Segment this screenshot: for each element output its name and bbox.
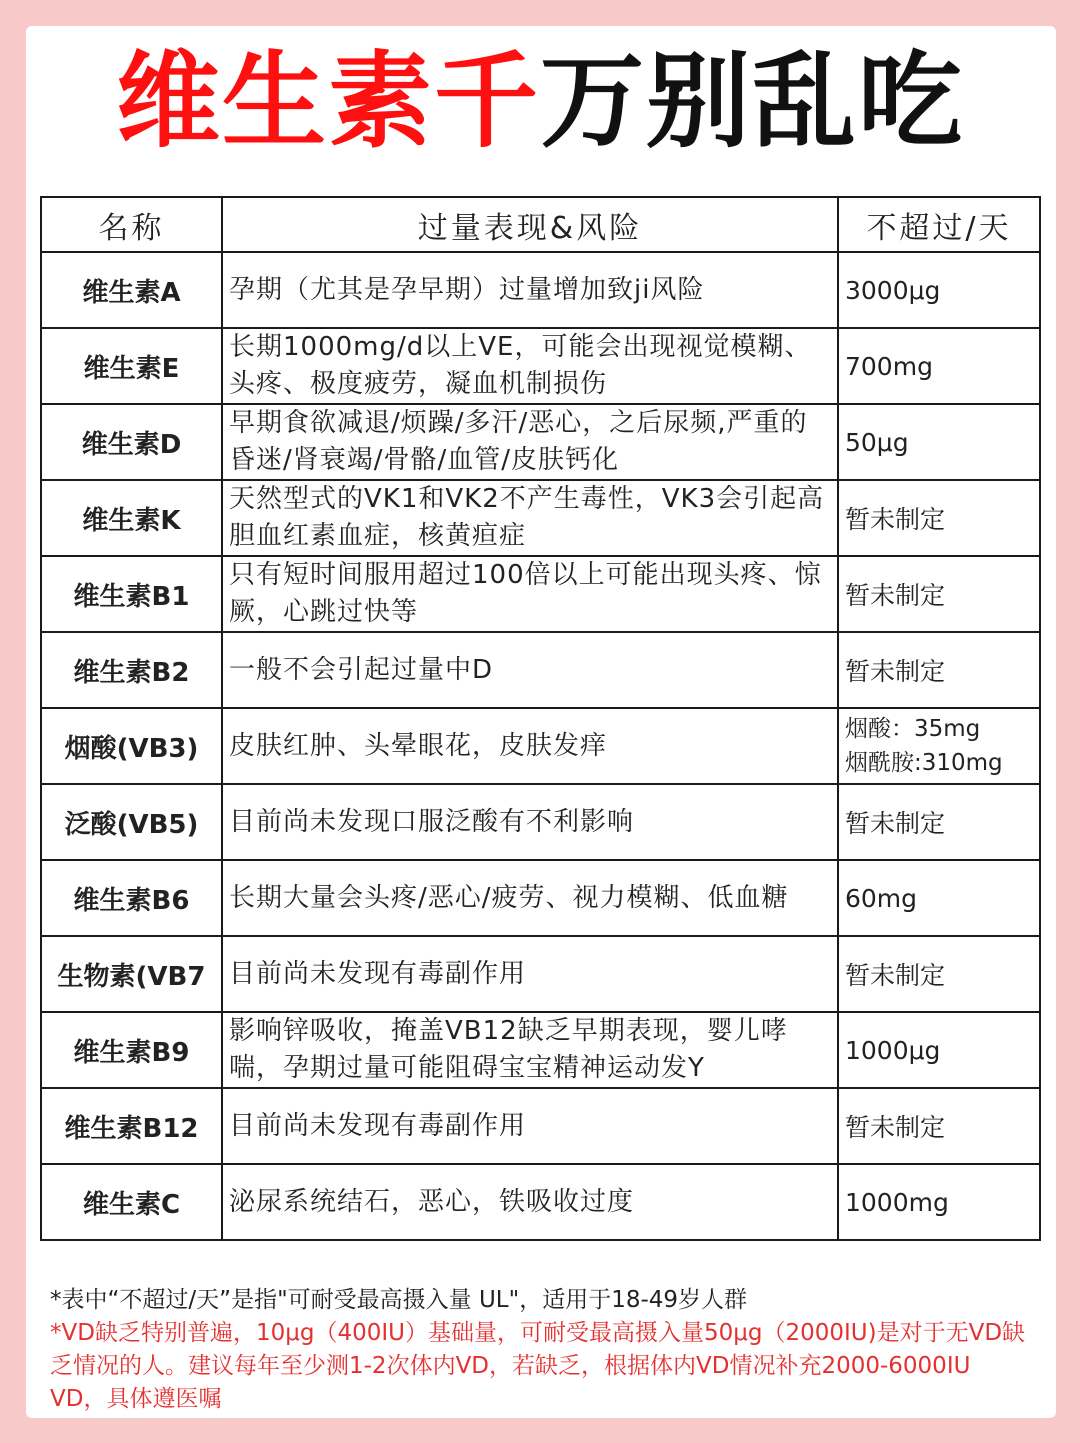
header-risk: 过量表现&风险 [222, 197, 838, 252]
daily-limit: 暂未制定 [838, 556, 1040, 632]
table-row [41, 936, 1040, 1012]
vitamin-name: 烟酸(VB3) [41, 708, 222, 784]
header-name: 名称 [41, 197, 222, 252]
table-row [41, 404, 1040, 480]
page-title [0, 36, 1080, 166]
table-row [41, 480, 1040, 556]
daily-limit: 1000μg [838, 1012, 1040, 1088]
risk-text: 天然型式的VK1和VK2不产生毒性，VK3会引起高胆血红素血症，核黄疸症 [222, 480, 838, 556]
daily-limit: 暂未制定 [838, 1088, 1040, 1164]
table-row [41, 860, 1040, 936]
risk-text: 一般不会引起过量中D [222, 632, 838, 708]
footnote-ul-definition: *表中“不超过/天”是指"可耐受最高摄入量 UL"，适用于18-49岁人群 [50, 1287, 748, 1313]
risk-text: 孕期（尤其是孕早期）过量增加致ji风险 [222, 252, 838, 328]
table-row [41, 556, 1040, 632]
footnotes [50, 1284, 1030, 1416]
daily-limit: 700mg [838, 328, 1040, 404]
daily-limit: 暂未制定 [838, 632, 1040, 708]
vitamin-name: 生物素(VB7 [41, 936, 222, 1012]
vitamin-name: 维生素B2 [41, 632, 222, 708]
daily-limit: 3000μg [838, 252, 1040, 328]
vitamin-name: 维生素D [41, 404, 222, 480]
footnote-vd-advice: *VD缺乏特别普遍，10μg（400IU）基础量，可耐受最高摄入量50μg（2000IU)是对于无VD缺乏情况的人。建议每年至少测1-2次体内VD，若缺乏，根据体内VD情况补充2000-6000IU VD，具体遵医嘱 [50, 1320, 1026, 1412]
table-row [41, 1012, 1040, 1088]
table-row [41, 708, 1040, 784]
vitamin-name: 维生素K [41, 480, 222, 556]
table-row [41, 784, 1040, 860]
table-row [41, 328, 1040, 404]
vitamin-name: 维生素B6 [41, 860, 222, 936]
vitamin-name: 泛酸(VB5) [41, 784, 222, 860]
daily-limit: 60mg [838, 860, 1040, 936]
daily-limit: 50μg [838, 404, 1040, 480]
table-row [41, 632, 1040, 708]
daily-limit: 暂未制定 [838, 936, 1040, 1012]
risk-text: 长期1000mg/d以上VE，可能会出现视觉模糊、头疼、极度疲劳，凝血机制损伤 [222, 328, 838, 404]
risk-text: 目前尚未发现口服泛酸有不利影响 [222, 784, 838, 860]
limit-line-niacin: 烟酸：35mg [845, 716, 981, 742]
daily-limit [838, 708, 1040, 784]
table-row [41, 1088, 1040, 1164]
daily-limit: 1000mg [838, 1164, 1040, 1240]
risk-text: 只有短时间服用超过100倍以上可能出现头疼、惊厥，心跳过快等 [222, 556, 838, 632]
vitamin-name: 维生素B12 [41, 1088, 222, 1164]
risk-text: 早期食欲减退/烦躁/多汗/恶心，之后尿频,严重的昏迷/肾衰竭/骨骼/血管/皮肤钙化 [222, 404, 838, 480]
vitamin-name: 维生素A [41, 252, 222, 328]
vitamin-name: 维生素B9 [41, 1012, 222, 1088]
risk-text: 皮肤红肿、头晕眼花，皮肤发痒 [222, 708, 838, 784]
risk-text: 目前尚未发现有毒副作用 [222, 1088, 838, 1164]
vitamin-table [40, 196, 1041, 1241]
vitamin-name: 维生素B1 [41, 556, 222, 632]
risk-text: 长期大量会头疼/恶心/疲劳、视力模糊、低血糖 [222, 860, 838, 936]
risk-text: 目前尚未发现有毒副作用 [222, 936, 838, 1012]
risk-text: 泌尿系统结石，恶心，铁吸收过度 [222, 1164, 838, 1240]
risk-text: 影响锌吸收，掩盖VB12缺乏早期表现，婴儿哮喘，孕期过量可能阻碍宝宝精神运动发Y [222, 1012, 838, 1088]
table-header-row [41, 197, 1040, 252]
title-black-part: 万别乱吃 [540, 40, 965, 162]
table-row [41, 1164, 1040, 1240]
title-red-part: 维生素千 [115, 40, 540, 162]
table-row [41, 252, 1040, 328]
header-limit: 不超过/天 [838, 197, 1040, 252]
daily-limit: 暂未制定 [838, 784, 1040, 860]
vitamin-name: 维生素E [41, 328, 222, 404]
vitamin-name: 维生素C [41, 1164, 222, 1240]
daily-limit: 暂未制定 [838, 480, 1040, 556]
limit-line-niacinamide: 烟酰胺:310mg [845, 750, 1003, 776]
